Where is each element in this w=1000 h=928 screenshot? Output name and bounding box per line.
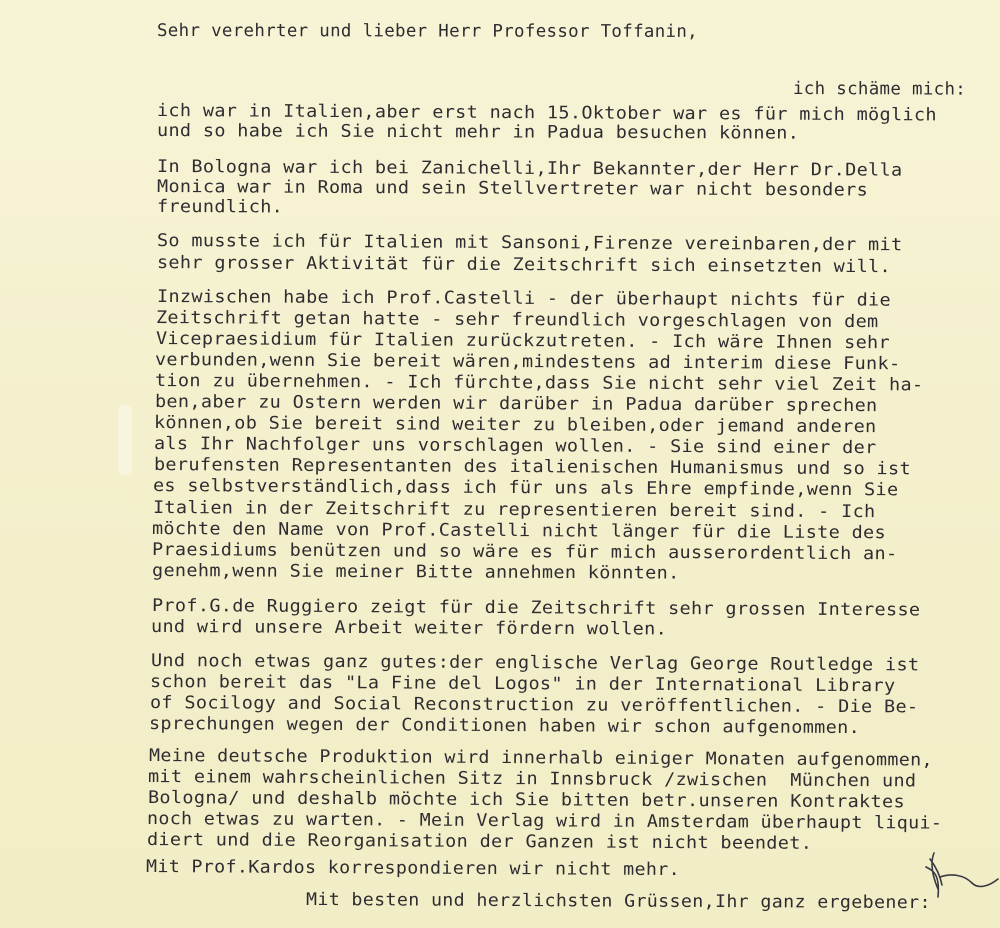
text-line: Praesidiums benützen und so wäre es für mich ausserordentlich an- <box>151 540 898 565</box>
text-line: berufensten Representanten des italienischen Humanismus und so ist <box>153 455 912 480</box>
closing-line: Mit besten und herzlichsten Grüssen,Ihr ganz ergebener: <box>305 890 931 914</box>
text-line: Monica war in Roma und sein Stellvertreter war nicht besonders <box>156 177 869 201</box>
text-line: Vicepraesidium für Italien zurückzutreten. - Ich wäre Ihnen sehr <box>155 329 891 354</box>
text-line: In Bologna war ich bei Zanichelli,Ihr Bekannter,der Herr Dr.Della <box>156 157 903 181</box>
text-line: tion zu übernehmen. - Ich fürchte,dass Sie nicht sehr viel Zeit ha- <box>154 371 924 396</box>
text-line: Zeitschrift getan hatte - sehr freundlich vorgeschlagen von dem <box>155 308 879 333</box>
text-line: mit einem wahrscheinlichen Sitz in Innsbruck /zwischen München und <box>147 767 917 792</box>
text-line: Bologna/ und deshalb möchte ich Sie bitten betr.unseren Kontraktes <box>147 788 906 813</box>
text-line: ben,aber zu Ostern werden wir darüber in Padua darüber sprechen <box>154 392 878 417</box>
text-line: sehr grosser Aktivität für die Zeitschrift sich einsetzten will. <box>156 253 892 278</box>
text-line: können,ob Sie bereit sind weiter zu bleiben,oder jemand anderen <box>153 413 877 438</box>
text-line: schon bereit das "La Fine del Logos" in der International Library <box>149 672 896 697</box>
text-line: verbunden,wenn Sie bereit wären,mindestens ad interim diese Funk- <box>154 350 901 375</box>
text-line: sprechungen wegen der Conditionen haben wir schon aufgenommen. <box>148 714 861 739</box>
text-line: genehm,wenn Sie meiner Bitte annehmen könnten. <box>151 561 680 584</box>
text-line: freundlich. <box>156 197 284 218</box>
paper-smudge <box>118 405 132 475</box>
text-line: noch etwas zu warten. - Mein Verlag wird in Amsterdam überhaupt liqui- <box>146 809 943 834</box>
signature <box>912 845 1000 905</box>
text-line: ich war in Italien,aber erst nach 15.Oktober war es für mich möglich <box>156 101 937 126</box>
text-line: möchte den Name von Prof.Castelli nicht länger für die Liste des <box>151 519 887 544</box>
text-line: diert und die Reorganisation der Ganzen ist nicht beendet. <box>146 830 813 854</box>
salutation: Sehr verehrter und lieber Herr Professor Toffanin, <box>156 21 699 42</box>
text-line: und wird unsere Arbeit weiter fördern wollen. <box>150 617 668 640</box>
text-line: Italien in der Zeitschrift zu representieren bereit sind. - Ich <box>152 498 876 523</box>
text-line: Prof.G.de Ruggiero zeigt für die Zeitschrift sehr grossen Interesse <box>151 596 921 621</box>
text-line: als Ihr Nachfolger uns vorschlagen wollen. - Sie sind einer der <box>153 434 877 459</box>
text-line: Inzwischen habe ich Prof.Castelli - der überhaupt nichts für die <box>156 287 892 311</box>
text-line: So musste ich für Italien mit Sansoni,Firenze vereinbaren,der mit <box>156 231 903 256</box>
signature-stroke <box>926 853 998 897</box>
text-line: Und noch etwas ganz gutes:der englische Verlag George Routledge ist <box>150 651 920 676</box>
text-line: of Socilogy and Social Reconstruction zu veröffentlichen. - Die Be- <box>149 693 919 718</box>
text-line: ich schäme mich: <box>792 79 967 100</box>
text-line: es selbstverständlich,dass ich für uns als Ehre empfinde,wenn Sie <box>152 476 899 501</box>
text-line: und so habe ich Sie nicht mehr in Padua besuchen können. <box>156 121 800 144</box>
text-line: Meine deutsche Produktion wird innerhalb einiger Monaten aufgenommen, <box>148 746 933 771</box>
text-line: Mit Prof.Kardos korrespondieren wir nicht mehr. <box>145 857 681 881</box>
